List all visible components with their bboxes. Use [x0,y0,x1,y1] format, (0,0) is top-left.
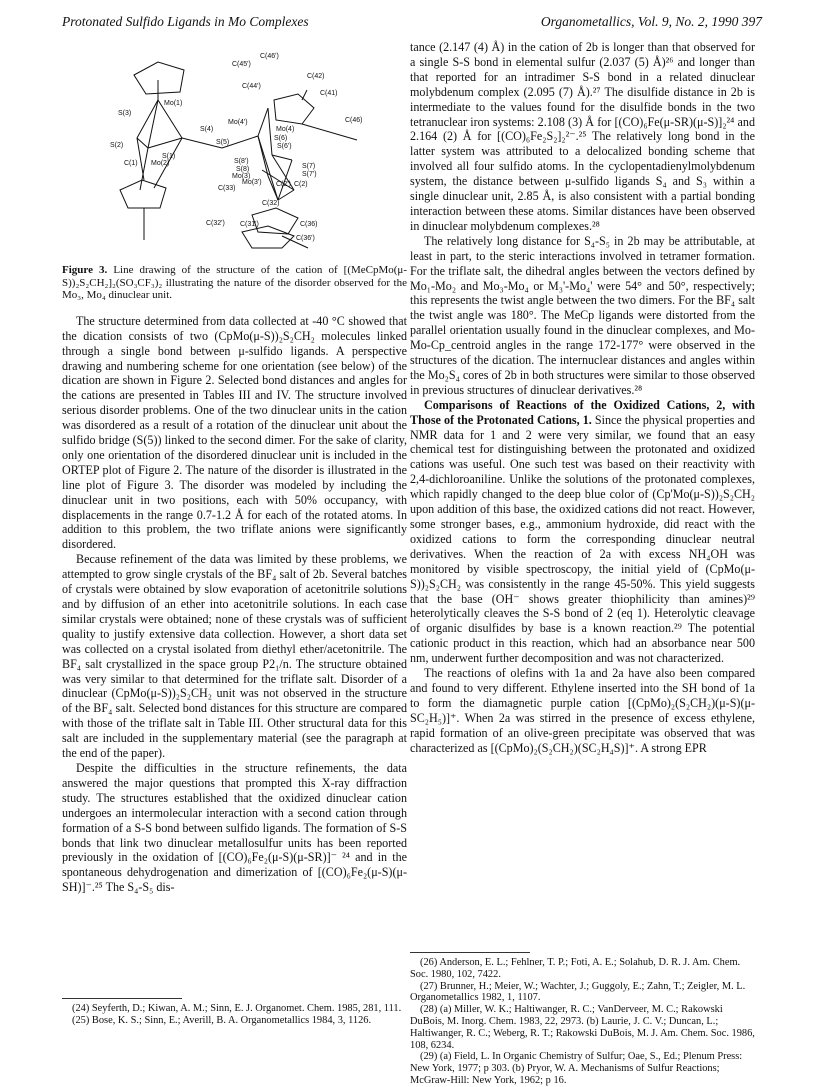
footnote-27: (27) Brunner, H.; Meier, W.; Wachter, J.; Guggoly, E.; Zahn, T.; Zeigler, M. L. Organometallics 1982, 1, 1107. [410,980,746,1004]
footnote-rule-right [410,952,530,953]
cp-ring-mo1 [134,62,184,94]
figure-caption [62,264,407,302]
atom-label-c44p: C(44') [242,83,261,90]
atom-label-mo2: Mo(2) [151,160,170,167]
footnote-rule [62,998,182,999]
figure-caption-text: Line drawing of the structure of the cation of [(MeCpMo(μ-S))₂S₂CH₂]₂(SO₃CF₃)₂ illustrating the nature of the disorder observed for the Mo₃, Mo₄ dinuclear unit. [62,264,407,302]
right-paragraph-3: The reactions of olefins with 1a and 2a have also been compared and found to very different. Ethylene inserted into the SH bond of 1a to form the diamagnetic purple cation [(CpMo)₂(S₂CH₂)(μ-S)(μ-SC₂H₅)]⁺. When 2a was stirred in the presence of excess ethylene, rapid formation of an olive-green precipitate was observed that was characterized as [(CpMo)₂(S₂CH₂)(SC₂H₄S)]⁺. A strong EPR [410,666,755,755]
section-paragraph [410,398,755,666]
left-paragraph-2: Because refinement of the data was limited by these problems, we attempted to grow single crystals of the BF₄ salt of 2b. Several batches of crystals were obtained by slow evaporation of acetonitrile solutions and by diffusion of an ether into acetonitrile solutions. In each case similar crystals were obtained; none of these crystals was of sufficient quality to justify extensive data collection. However, a short data set was collected on a crystal isolated from diethyl ether/acetonitrile. The BF₄ salt crystallized in the space group P2₁/n. The structure obtained was very similar to that determined for the triflate salt. Disorder of a dinuclear (CpMo(μ-S))₂S₂CH₂ unit was not observed in the structure of the BF₄ salt. Selected bond distances for this structure are compared with those of the triflate salt in Table III. Other structural data for this salt are included in the supplementary material (see the paragraph at the end of the paper). [62,552,407,761]
left-paragraph-3: Despite the difficulties in the structure refinements, the data answered the major questions that prompted this X-ray diffraction study. The structures established that the oxidized dinuclear cation undergoes an intermolecular interaction with a second cation through formation of a S-S bond between sulfido ligands. The formation of S-S bonds that link two dinuclear metallosulfur units has been reported previously in the oxidation of [(CO)₆Fe₂(μ-S)(μ-SR)]⁻ ²⁴ and in the spontaneous dehydrogenation and dimerization of [(CO)₆Fe₂(μ-S)(μ-SH)]⁻.²⁵ The S₄-S₅ dis- [62,760,407,895]
atom-label-c46p: C(46') [260,53,279,60]
atom-label-mo3p: Mo(3') [242,179,262,186]
right-column [410,40,755,756]
atom-label-c1: C(1) [124,160,138,167]
cp-ring-mo2 [120,180,166,208]
left-footnotes [62,990,407,1027]
atom-label-c46: C(46) [345,117,363,124]
footnote-25: (25) Bose, K. S.; Sinn, E.; Averill, B. A. Organometallics 1984, 3, 1126. [72,1014,372,1026]
atom-label-mo1: Mo(1) [164,100,183,107]
atom-label-c41: C(41) [320,90,338,97]
atom-label-c32: C(32) [262,200,280,207]
atom-label-s2: S(2) [110,142,124,149]
footnote-29: (29) (a) Field, L. In Organic Chemistry of Sulfur; Oae, S., Ed.; Plenum Press: New York, 1977; p 303. (b) Pryor, W. A. Mechanisms of Sulfur Reactions; McGraw-Hill: New York, 1962; p 16. [410,1051,743,1086]
running-header [62,14,762,32]
atom-label-s6p: S(6') [277,143,292,150]
atom-label-s4: S(4) [200,126,214,133]
section-title: Comparisons of Reactions of the Oxidized Cations, 2, with Those of the Protonated Cations, 1. [410,397,755,427]
left-paragraph-1: The structure determined from data collected at -40 °C showed that the dication consists of two (CpMo(μ-S))₂S₂CH₂ molecules linked through a single bond between μ-sulfido ligands. A perspective drawing and numbering scheme for one orientation (see below) of the dication are shown in Figure 2. Selected bond distances and angles for the cations are presented in Tables III and IV. The structure involved serious disorder problems. One of the two dinuclear units in the cation was disordered as a result of a rotation of the dinuclear unit about the sulfido bridge (S(5)) linked to the second dimer. For the sake of clarity, only one orientation of the disordered dinuclear unit is included in the ORTEP plot of Figure 2. The nature of the disorder is illustrated in the line plot of Figure 3. The disorder was modeled by including the dinuclear unit in two positions, each with 50% occupancy, with displacements in the range 0.7-1.2 Å for each of the rotated atoms. In addition to this problem, the two triflate anions were significantly disordered. [62,313,407,552]
atom-label-s1: S(1) [162,153,176,160]
figure-3-drawing [62,40,407,258]
atom-label-c2p: C(2') [276,181,291,188]
atom-label-c2: C(2) [294,181,308,188]
right-paragraph-2: The relatively long distance for S₄-S₅ in 2b may be attributable, at least in part, to the steric interactions involved in tetramer formation. For the triflate salt, the dihedral angles between the vectors defined by Mo₁-Mo₂ and Mo₃-Mo₄ or M₃'-Mo₄' were 54° and 50°, respectively; this represents the twist angle between the two dimers. For the BF₄ salt the twist angle was 180°. The MeCp ligands were distorted from the parallel orientation usually found in the dinuclear complexes, and Mo-Mo-Cp_centroid angles in the range 172-177° were observed in the structures of the dication. The internuclear distances and angles within the Mo₂S₄ cores of 2b in both structures were similar to those observed in previous structures of dinuclear derivatives.²⁸ [410,233,755,397]
left-column [62,40,407,895]
atom-label-s3: S(3) [118,110,132,117]
atom-label-s7: S(7) [302,163,316,170]
cp-ring-mo3 [252,208,298,234]
figure-caption-label: Figure 3. [62,264,108,276]
header-title: Protonated Sulfido Ligands in Mo Complexes [62,14,309,29]
atom-label-s7p: S(7') [302,171,317,178]
atom-label-c45p: C(45') [232,61,251,68]
atom-label-c33: C(33) [218,185,236,192]
right-footnotes [410,944,755,1087]
structure-line-drawing [62,40,407,258]
footnote-26: (26) Anderson, E. L.; Fehlner, T. P.; Foti, A. E.; Solahub, D. R. J. Am. Chem. Soc. 1980, 102, 7422. [410,957,741,980]
section-text: Since the physical properties and NMR data for 1 and 2 were very similar, we found that an easy chemical test for distinguishing between the protonated and oxidized cations was useful. One such test was based on their reactivity with 2,4-dichloroaniline. Unlike the solutions of the protonated complexes, which rapidly changed to the deep blue color of (Cp'Mo(μ-S))₂S₂CH₂ upon addition of this base, the oxidized cations did not react. However, some stronger bases, e.g., ammonium hydroxide, did react with the oxidized cations to form the corresponding dinuclear neutral derivatives. When the reaction of 2a with excess NH₄OH was monitored by visible spectroscopy, the initial yield of (CpMo(μ-S))₂S₂CH₂ was consistently in the range 45-50%. This yield suggests that the base (OH⁻ shows greater thiophilicity than amines)²⁹ heterolytically cleaves the S-S bond of 2 (eq 1). Heterolytic cleavage of organic disulfides by base is a known reaction.²⁹ The potential cationic product in this reaction, which had an absorbance near 500 nm, underwent further decomposition and was not characterized. [410,412,755,666]
atom-label-c42: C(42) [307,73,325,80]
atom-label-mo3: Mo(3) [232,173,251,180]
cp-ring-mo4 [274,94,314,124]
header-journal-info: Organometallics, Vol. 9, No. 2, 1990 397 [540,14,762,29]
atom-label-c32p: C(32') [206,220,225,227]
atom-label-c36: C(36) [300,221,318,228]
right-paragraph-1: tance (2.147 (4) Å) in the cation of 2b is longer than that observed for a single S-S bond in elemental sulfur (2.037 (5) Å)²⁶ and longer than that reported for an intradimer S-S bond in a related dinuclear molybdenum complex (2.095 (7) Å).²⁷ The disulfide distance in 2b is intermediate to the values found for the disulfide bonds in the two tetranuclear iron systems: 2.108 (3) Å for [(CO)₆Fe(μ-SR)(μ-S)]₂²⁴ and 2.164 (2) Å for [(CO)₆Fe₂S₂]₂²⁻.²⁵ The relatively long bond in the latter system was attributed to a delocalized bonding scheme that involved all four sulfido atoms. In the cyclopentadienylmolybdenum system, the distance between μ-sulfido ligands S₄ and S₃ within a single dinuclear unit, 2.85 Å, is also consistent with a partial bonding interaction between these atoms. Similar distances have been observed in dinuclear molybdenum complexes.²⁸ [410,40,755,233]
atom-label-s5: S(5) [216,139,230,146]
cp-ring-mo3-prime [242,226,294,248]
footnote-28: (28) (a) Miller, W. K.; Haltiwanger, R. C.; VanDerveer, M. C.; Rakowski DuBois, M. Inorg. Chem. 1983, 22, 2973. (b) Laurie, J. C. V.; Duncan, L.; Haltiwanger, R. C.; Weberg, R. T.; Rakowski DuBois, M. J. Am. Chem. Soc. 1986, 108, 6234. [410,1004,755,1051]
atom-label-mo4p: Mo(4') [228,119,248,126]
footnote-24: (24) Seyferth, D.; Kiwan, A. M.; Sinn, E. J. Organomet. Chem. 1985, 281, 111. [72,1003,402,1014]
atom-label-s8: S(8) [236,166,250,173]
atom-label-c31p: C(31') [240,221,259,228]
atom-label-s6: S(6) [274,135,288,142]
atom-label-s8p: S(8') [234,158,249,165]
atom-label-mo4: Mo(4) [276,126,295,133]
atom-label-c36p: C(36') [296,235,315,242]
